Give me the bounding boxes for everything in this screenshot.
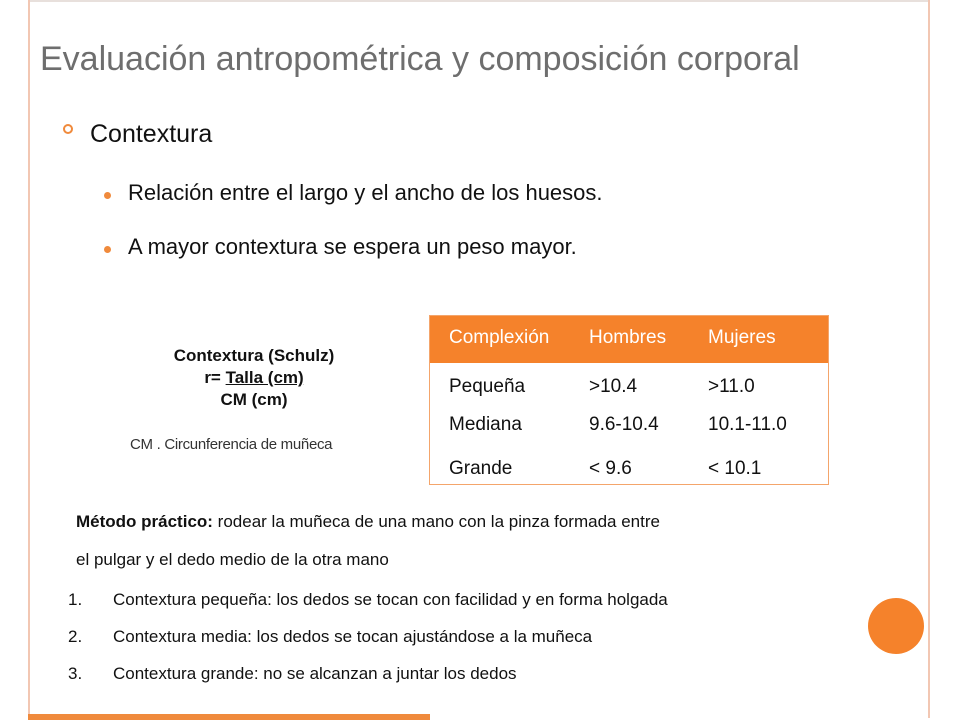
slide-left-border [28,0,30,718]
circle-bullet-icon [63,124,73,134]
list-item: Contextura media: los dedos se tocan ajustándose a la muñeca [113,627,593,646]
formula-line-3: CM (cm) [220,390,288,409]
table-cell: 9.6-10.4 [589,414,659,435]
section-heading: Contextura [90,120,213,148]
formula-line-2 [128,367,380,389]
bullet-item: Relación entre el largo y el ancho de los huesos. [128,180,603,205]
method-line-1 [76,512,660,532]
slide-right-border [928,0,930,718]
list-item: Contextura pequeña: los dedos se tocan con facilidad y en forma holgada [113,590,668,609]
table-cell: >11.0 [708,376,755,397]
table-cell: 10.1-11.0 [708,414,787,435]
complexion-table [429,315,829,485]
list-item: Contextura grande: no se alcanzan a juntar los dedos [113,664,517,683]
bottom-accent-bar [28,714,430,720]
slide-title: Evaluación antropométrica y composición corporal [40,40,800,78]
formula-note: CM . Circunferencia de muñeca [130,436,333,453]
dot-bullet-icon [104,246,111,253]
bullet-item: A mayor contextura se espera un peso mayor. [128,234,577,259]
table-header [430,316,828,363]
formula-line-1: Contextura (Schulz) [173,346,335,365]
decorative-circle [868,598,924,654]
table-cell: >10.4 [589,376,638,397]
formula-numerator: Talla (cm) [225,368,304,387]
formula-prefix: r= [204,368,226,387]
list-number: 1. [68,590,83,609]
header-cell: Complexión [449,327,550,348]
list-number: 3. [68,664,83,683]
table-cell: < 9.6 [589,458,632,479]
header-cell: Hombres [589,327,667,348]
schulz-formula [128,345,380,411]
table-cell: Pequeña [449,376,526,397]
list-number: 2. [68,627,83,646]
dot-bullet-icon [104,192,111,199]
method-text: rodear la muñeca de una mano con la pinza formada entre [212,512,660,531]
header-cell: Mujeres [708,327,776,348]
slide-top-border [28,0,930,2]
method-label: Método práctico: [76,512,213,531]
method-line-2: el pulgar y el dedo medio de la otra mano [76,550,389,569]
table-cell: < 10.1 [708,458,762,479]
table-cell: Grande [449,458,513,479]
table-cell: Mediana [449,414,522,435]
